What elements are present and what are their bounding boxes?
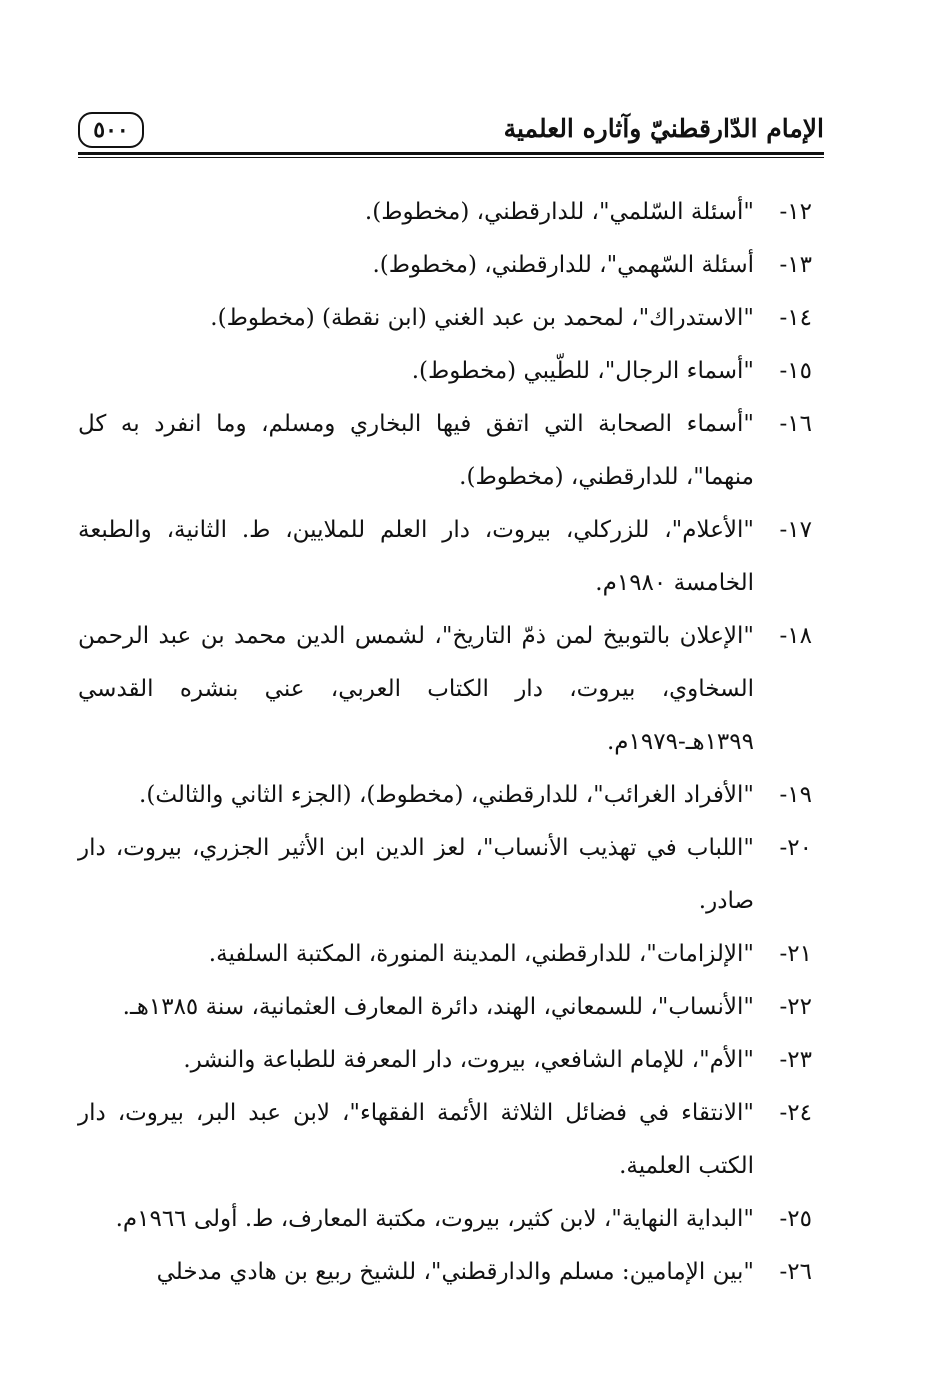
entry-text: "بين الإمامين: مسلم والدارقطني"، للشيخ ربيع بن هادي مدخلي (156, 1259, 754, 1285)
entry-text: "أسئلة السّلمي"، للدارقطني، (مخطوط). (364, 199, 754, 225)
entry-number: ٢٠- (779, 835, 812, 861)
entry-number: ٢٣- (779, 1047, 812, 1073)
entry-text: "الأم"، للإمام الشافعي، بيروت، دار المعرفة للطباعة والنشر. (183, 1047, 754, 1073)
entry-number: ١٩- (779, 782, 812, 808)
list-item (78, 1246, 812, 1299)
entry-number: ١٢- (779, 199, 812, 225)
entry-number: ٢١- (779, 941, 812, 967)
entry-number: ٢٥- (779, 1206, 812, 1232)
list-item (78, 239, 812, 292)
list-item (78, 504, 812, 610)
entry-number: ١٥- (779, 358, 812, 384)
list-item (78, 398, 812, 504)
header-rule-thick (78, 152, 824, 155)
list-item (78, 1087, 812, 1193)
entry-text: أسئلة السّهمي"، للدارقطني، (مخطوط). (372, 252, 754, 278)
entry-text: "الأنساب"، للسمعاني، الهند، دائرة المعارف العثمانية، سنة ١٣٨٥هـ. (122, 994, 754, 1020)
entry-text: "أسماء الصحابة التي اتفق فيها البخاري ومسلم، وما انفرد به كل منهما"، للدارقطني، (مخطوط). (78, 411, 754, 490)
bibliography-list (78, 186, 812, 1299)
entry-number: ٢٢- (779, 994, 812, 1020)
entry-text: "اللباب في تهذيب الأنساب"، لعز الدين ابن الأثير الجزري، بيروت، دار صادر. (78, 835, 754, 914)
list-item (78, 186, 812, 239)
list-item (78, 1193, 812, 1246)
list-item (78, 822, 812, 928)
running-title: الإمام الدّارقطنيّ وآثاره العلمية (503, 114, 824, 143)
entry-text: "البداية النهاية"، لابن كثير، بيروت، مكتبة المعارف، ط. أولى ١٩٦٦م. (115, 1206, 754, 1232)
entry-number: ١٣- (779, 252, 812, 278)
entry-text: "أسماء الرجال"، للطّيبي (مخطوط). (411, 358, 754, 384)
page-header (78, 108, 824, 152)
entry-text: "الإلزامات"، للدارقطني، المدينة المنورة، المكتبة السلفية. (208, 941, 754, 967)
entry-number: ١٤- (779, 305, 812, 331)
header-rule-thin (78, 157, 824, 158)
entry-number: ١٧- (779, 517, 812, 543)
list-item (78, 345, 812, 398)
list-item (78, 928, 812, 981)
list-item (78, 769, 812, 822)
entry-text: "الإعلان بالتوبيخ لمن ذمّ التاريخ"، لشمس الدين محمد بن عبد الرحمن السخاوي، بيروت، دار الكتاب العربي، عني بنشره القدسي ١٣٩٩هـ-١٩٧٩م. (78, 623, 755, 755)
list-item (78, 981, 812, 1034)
entry-text: "الأفراد الغرائب"، للدارقطني، (مخطوط)، (الجزء الثاني والثالث). (139, 782, 754, 808)
entry-number: ١٨- (779, 623, 812, 649)
entry-text: "الأعلام"، للزركلي، بيروت، دار العلم للملايين، ط. الثانية، والطبعة الخامسة ١٩٨٠م. (78, 517, 754, 596)
list-item (78, 292, 812, 345)
entry-text: "الانتقاء في فضائل الثلاثة الأئمة الفقهاء"، لابن عبد البر، بيروت، دار الكتب العلمية. (78, 1100, 754, 1179)
entry-number: ٢٦- (779, 1259, 812, 1285)
entry-text: "الاستدراك"، لمحمد بن عبد الغني (ابن نقطة) (مخطوط). (210, 305, 754, 331)
entry-number: ١٦- (779, 411, 812, 437)
list-item (78, 610, 812, 769)
page-number-badge: ٥٠٠ (78, 112, 144, 148)
entry-number: ٢٤- (779, 1100, 812, 1126)
list-item (78, 1034, 812, 1087)
